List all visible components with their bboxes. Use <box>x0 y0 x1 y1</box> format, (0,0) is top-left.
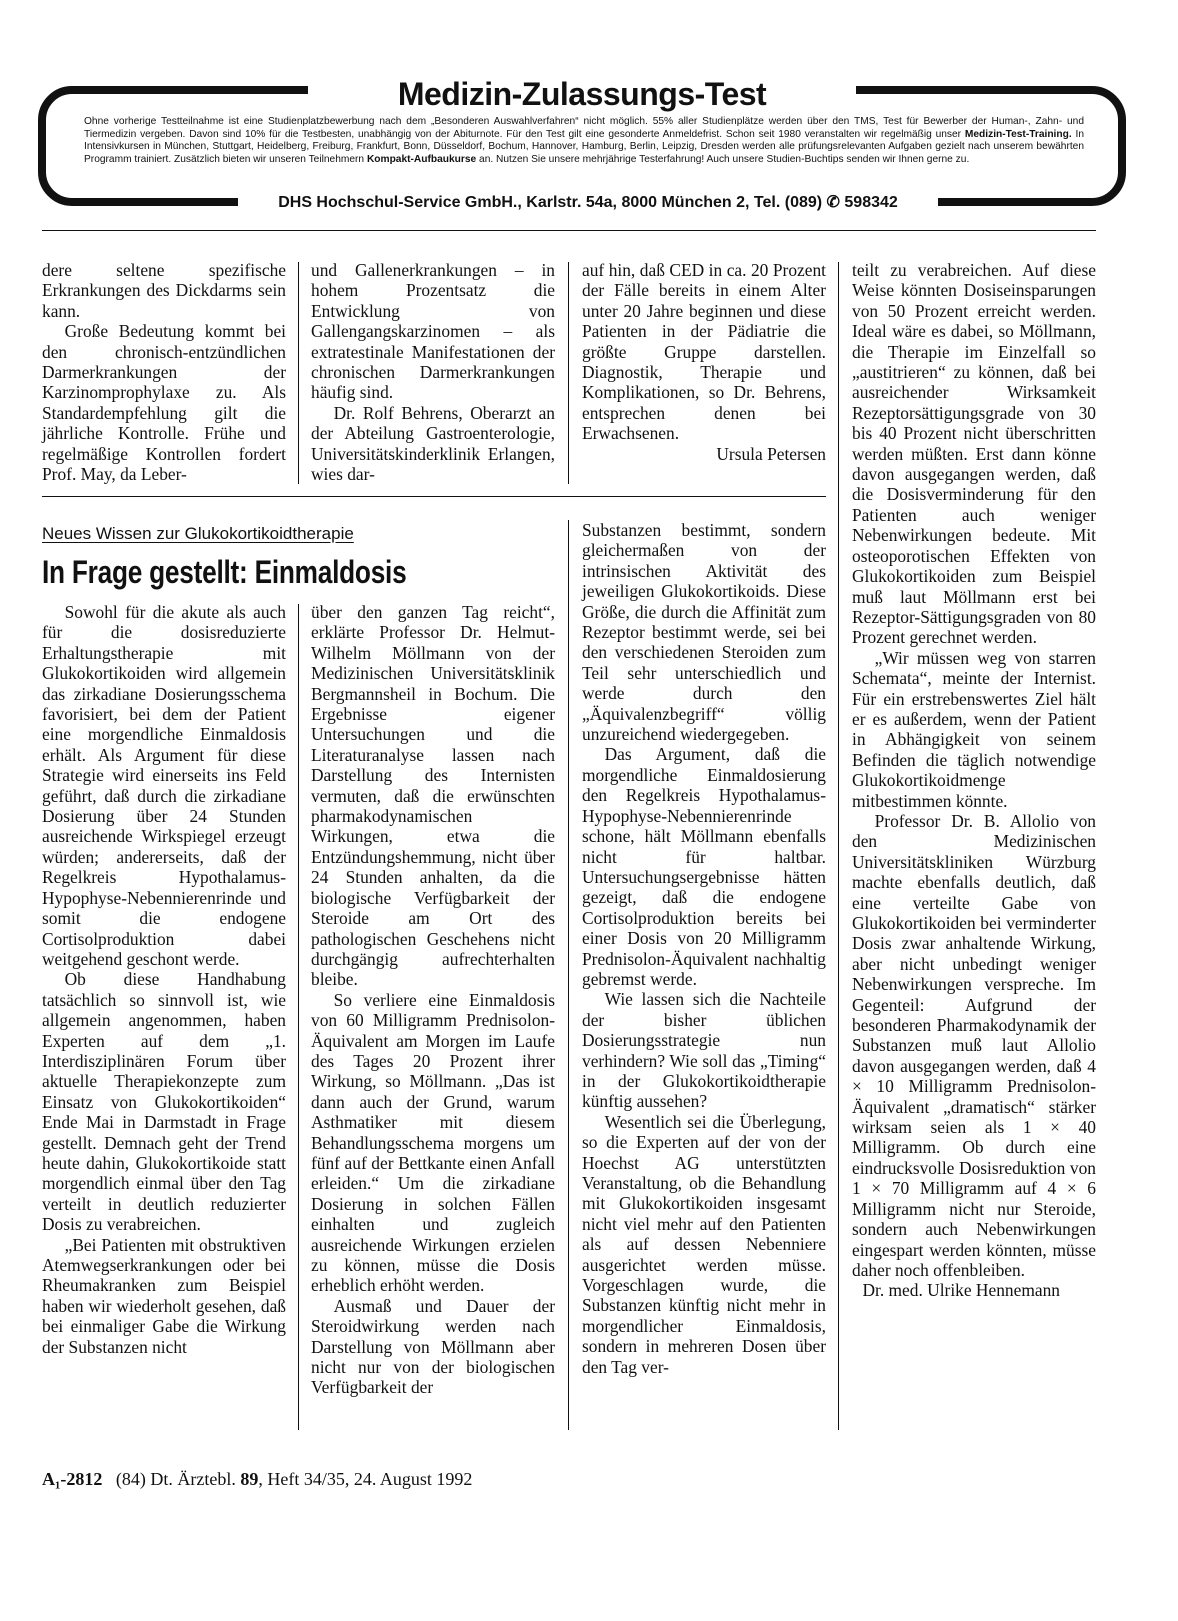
paragraph: über den ganzen Tag reicht“, erklärte Professor Dr. Helmut-Wilhelm Möllmann von der Medizinischen Universitätsklinik Bergmannsheil in Bochum. Die Ergebnisse eigener Untersuchungen und die Literaturanalyse lassen nach Darstellung des Internisten vermuten, daß die erwünschten pharmakodynamischen Wirkungen, etwa die Entzündungshemmung, nicht über 24 Stunden anhalten, da die biologische Verfügbarkeit der Steroide am Ort des pathologischen Geschehens nicht durchgängig aufrechterhalten bleibe. <box>311 602 555 990</box>
page-number: A₁-2812 <box>42 1469 103 1489</box>
paragraph: auf hin, daß CED in ca. 20 Prozent der Fälle bereits in einem Alter unter 20 Jahre beginnen und diese Patienten in der Pädiatrie die größte Gruppe darstellen. Diagnostik, Therapie und Komplikationen, so Dr. Behrens, entsprechen denen bei Erwachsenen. <box>582 260 826 444</box>
article-col2 <box>311 602 555 1398</box>
paragraph: Sowohl für die akute als auch für die dosisreduzierte Erhaltungstherapie mit Glukokortikoiden wird allgemein das zirkadiane Dosierungsschema favorisiert, bei dem der Patient eine morgendliche Einmaldosis erhält. Als Argument für diese Strategie wird einerseits ins Feld geführt, daß durch die zirkadiane Dosierung über 24 Stunden ausreichende Wirkspiegel erzeugt würden; andererseits, daß der Regelkreis Hypothalamus-Hypophyse-Nebennierenrinde und somit die endogene Cortisolproduktion dabei weitgehend geschont werde. <box>42 602 286 969</box>
journal-volume: 89 <box>240 1469 259 1489</box>
prev-article-col1 <box>42 260 286 484</box>
paragraph: „Wir müssen weg von starren Schemata“, meinte der Internist. Für ein erstrebenswertes Ziel hält er es außerdem, wenn der Patient in Abhängigkeit von seinem Befinden die täglich notwendige Glukokortikoidmenge mitbestimmen könnte. <box>852 647 1096 811</box>
issue-date: , Heft 34/35, 24. August 1992 <box>258 1469 473 1489</box>
paragraph: Ausmaß und Dauer der Steroidwirkung werden nach Darstellung von Möllmann aber nicht nur von der biologischen Verfügbarkeit der <box>311 1295 555 1398</box>
top-divider <box>42 230 1096 231</box>
paragraph: teilt zu verabreichen. Auf diese Weise könnten Dosiseinsparungen von 50 Prozent erreicht werden. Ideal wäre es dabei, so Möllmann, die Therapie im Einzelfall so „austitrieren“ zu können, daß bei ausreichender Wirksamkeit Rezeptorsättigungsgrade von 30 bis 40 Prozent nicht überschritten werden müßten. Erst dann könne davon ausgegangen werden, daß die Dosisverminderung für den Patienten auch weniger Nebenwirkungen bedeute. Mit osteoporotischen Effekten von Glukokortikoiden zum Beispiel muß laut Möllmann erst bei Rezeptor-Sättigungsgraden von 80 Prozent gerechnet werden. <box>852 260 1096 648</box>
author-signature: Dr. med. Ulrike Hennemann <box>862 1280 1060 1301</box>
article-headline: In Frage gestellt: Einmaldosis <box>42 554 407 590</box>
prev-article-col3 <box>582 260 826 464</box>
article-col3 <box>582 520 826 1377</box>
column-divider <box>568 520 569 1430</box>
column-divider <box>838 262 839 1430</box>
paragraph: Ob diese Handhabung tatsächlich so sinnvoll ist, wie allgemein angenommen, haben Experten auf dem „1. Interdisziplinären Forum über aktuelle Therapiekonzepte zum Einsatz von Glukokortikoiden“ Ende Mai in Darmstadt in Frage gestellt. Demnach geht der Trend heute dahin, Glukokortikoide statt morgendlich einmal über den Tag verteilt in deutlich reduzierter Dosis zu verabreichen. <box>42 969 286 1235</box>
paragraph: Professor Dr. B. Allolio von den Medizinischen Universitätskliniken Würzburg machte ebenfalls deutlich, daß eine verteilte Gabe von Glukokortikoiden bei verminderter Dosis zwar anhaltende Wirkung, aber nicht unbedingt weniger Nebenwirkungen verspreche. Im Gegenteil: Aufgrund der besonderen Pharmakodynamik der Substanzen muß laut Allolio davon ausgegangen werden, daß 4 × 10 Milligramm Prednisolon-Äquivalent „dramatisch“ stärker wirksam seien als 1 × 40 Milligramm. Ob durch eine eindrucksvolle Dosisreduktion von 1 × 70 Milligramm auf 4 × 6 Milligramm nicht nur Steroide, sondern auch Nebenwirkungen eingespart werden könnten, müsse daher noch offenbleiben. <box>852 810 1096 1280</box>
paragraph: Wesentlich sei die Überlegung, so die Experten auf der von der Hoechst AG unterstützten Veranstaltung, ob die Behandlung mit Glukokortikoiden insgesamt nicht viel mehr auf den Patienten als auf dessen Nebenniere ausgerichtet werden müsse. Vorgeschlagen wurde, die Substanzen künftig nicht mehr in morgendlicher Einmaldosis, sondern in mehreren Dosen über den Tag ver- <box>582 1111 826 1377</box>
column-divider <box>298 262 299 484</box>
paragraph: Wie lassen sich die Nachteile der bisher üblichen Dosierungsstrategie nun verhindern? Wie soll das „Timing“ in der Glukokortikoidtherapie künftig aussehen? <box>582 989 826 1112</box>
advertisement-text: Ohne vorherige Testteilnahme ist eine Studienplatzbewerbung nach dem „Besonderen Auswahlverfahren“ nicht möglich. 55% aller Studienplätze werden über den TMS, Test für Bewerber der Human-, Zahn- und Tiermedizin vergeben. Davon sind 10% für die Testbesten, unabhängig von der Abiturnote. Für den Test gilt eine gesonderte Anmeldefrist. Schon seit 1980 veranstalten wir regelmäßig unser Medizin-Test-Training. In Intensivkursen in München, Stuttgart, Heidelberg, Freiburg, Frankfurt, Bonn, Düsseldorf, Bochum, Hannover, Hamburg, Berlin, Leipzig, Dresden werden alle prüfungsrelevanten Aufgaben gezielt nach unserem bewährten Programm trainiert. Zusätzlich bieten wir unseren Teilnehmern Kompakt-Aufbaukurse an. Nutzen Sie unsere mehrjährige Testerfahrung! Auch unsere Studien-Buchtips senden wir Ihnen gerne zu. <box>84 116 1084 165</box>
paragraph: Das Argument, daß die morgendliche Einmaldosierung den Regelkreis Hypothalamus-Hypophyse-Nebennierenrinde schone, hält Möllmann ebenfalls nicht für haltbar. Untersuchungsergebnisse hätten gezeigt, daß die endogene Cortisolproduktion bereits bei einer Dosis von 20 Milligramm Prednisolon-Äquivalent nachhaltig gebremst werde. <box>582 744 826 989</box>
author-signature: Ursula Petersen <box>716 443 826 464</box>
advertisement-title: Medizin-Zulassungs-Test <box>308 76 856 112</box>
paragraph: dere seltene spezifische Erkrankungen des Dickdarms sein kann. <box>42 260 286 321</box>
journal-citation: (84) Dt. Ärztebl. <box>115 1469 236 1489</box>
article-col1 <box>42 602 286 1357</box>
column-divider <box>568 262 569 484</box>
paragraph: Große Bedeutung kommt bei den chronisch-entzündlichen Darmerkrankungen der Karzinomprophylaxe zu. Als Standardempfehlung gilt die jährliche Kontrolle. Frühe und regelmäßige Kontrollen fordert Prof. May, da Leber- <box>42 321 286 485</box>
paragraph: So verliere eine Einmaldosis von 60 Milligramm Prednisolon-Äquivalent am Morgen im Laufe des Tages 20 Prozent ihrer Wirkung, so Möllmann. „Das ist dann auch der Grund, warum Asthmatiker mit diesem Behandlungsschema morgens um fünf auf der Bettkante einen Anfall erleiden.“ Um die zirkadiane Dosierung in solchen Fällen einhalten und zugleich ausreichende Wirkungen erzielen zu können, müsse die Dosis erheblich erhöht werden. <box>311 989 555 1296</box>
paragraph: Substanzen bestimmt, sondern gleichermaßen von der intrinsischen Aktivität des jeweiligen Glukokortikoids. Diese Größe, die durch die Affinität zum Rezeptor bestimmt werde, sei bei den verschiedenen Steroiden zum Teil sehr unterschiedlich und werde durch den „Äquivalenzbegriff“ völlig unzureichend wiedergegeben. <box>582 520 826 745</box>
article-divider <box>42 496 826 497</box>
article-col4 <box>852 260 1096 1301</box>
advertisement-box <box>38 76 1132 212</box>
article-kicker: Neues Wissen zur Glukokortikoidtherapie <box>42 524 354 543</box>
advertisement-contact: DHS Hochschul-Service GmbH., Karlstr. 54a, 8000 München 2, Tel. (089) ✆ 598342 <box>238 192 938 214</box>
paragraph: und Gallenerkrankungen – in hohem Prozentsatz die Entwicklung von Gallengangskarzinomen – als extratestinale Manifestationen der chronischen Darmerkrankungen häufig sind. <box>311 260 555 403</box>
paragraph: Dr. Rolf Behrens, Oberarzt an der Abteilung Gastroenterologie, Universitätskinderklinik Erlangen, wies dar- <box>311 402 555 485</box>
page-footer <box>42 1468 742 1490</box>
paragraph: „Bei Patienten mit obstruktiven Atemwegserkrankungen oder bei Rheumakranken zum Beispiel haben wir wiederholt gesehen, daß bei einmaliger Gabe die Wirkung der Substanzen nicht <box>42 1234 286 1357</box>
prev-article-col2 <box>311 260 555 484</box>
column-divider <box>298 604 299 1430</box>
